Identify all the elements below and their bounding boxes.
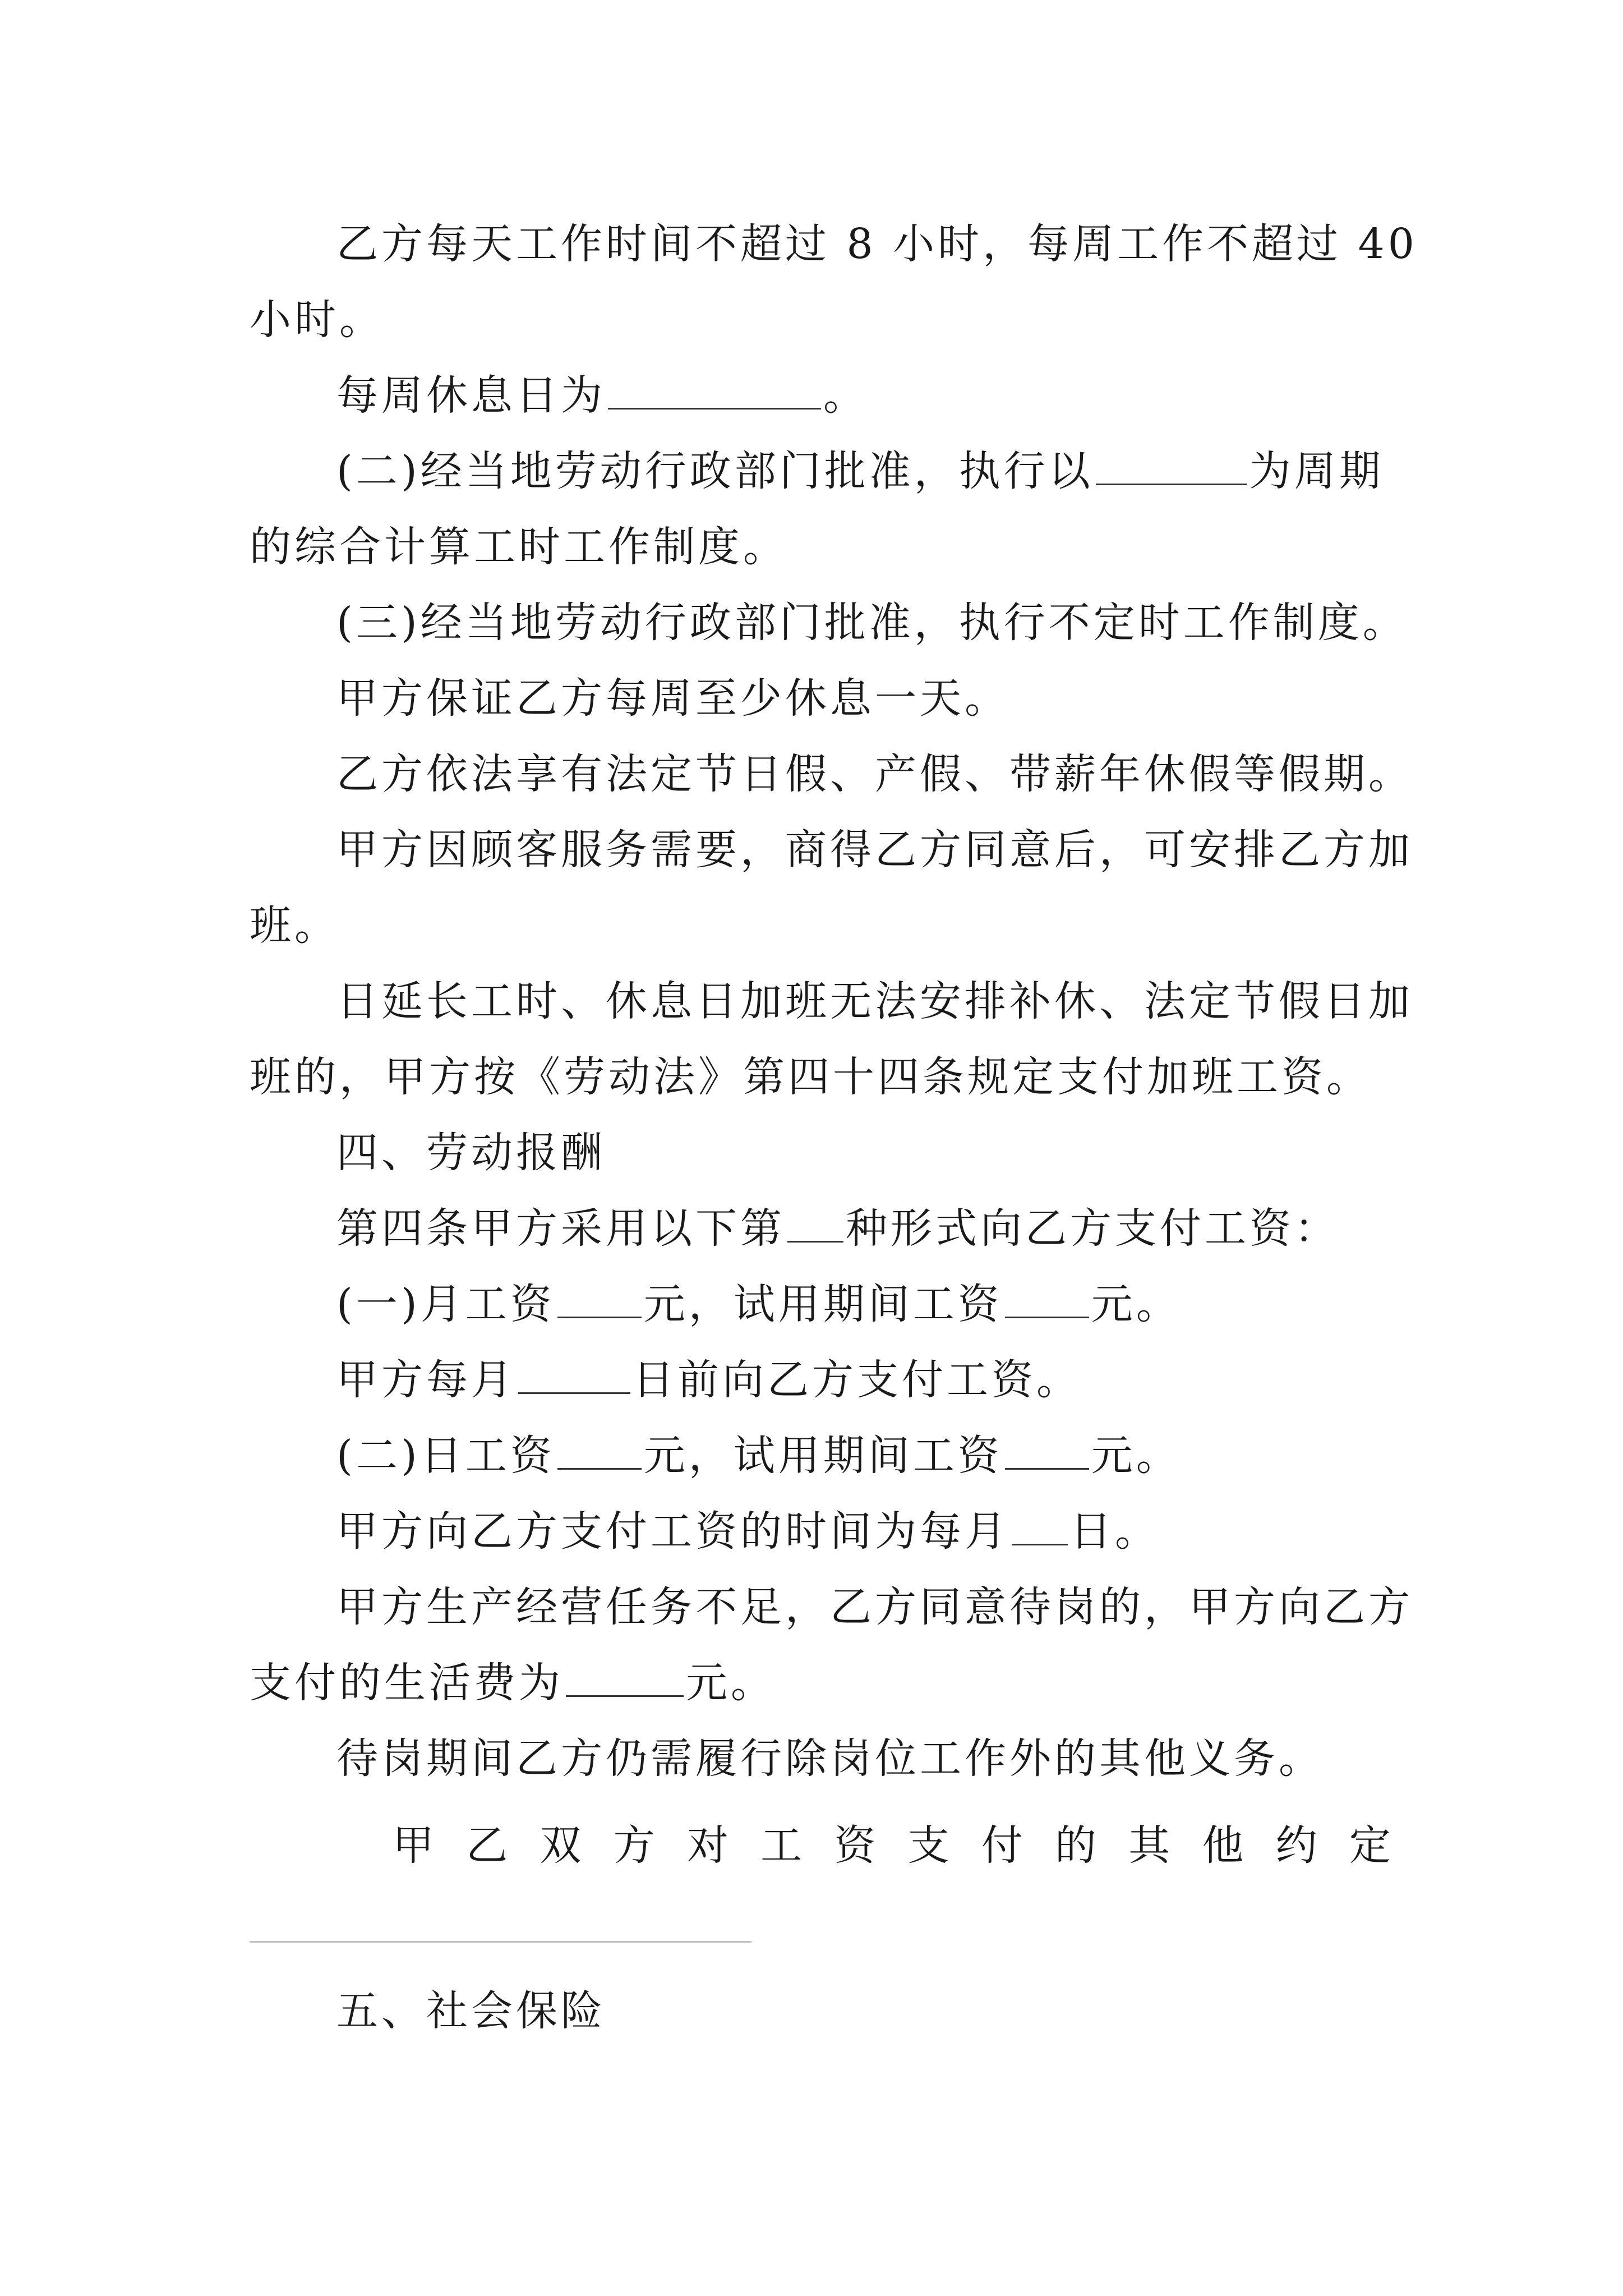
paragraph-line: 甲方向乙方支付工资的时间为每月 日。 bbox=[336, 1503, 1160, 1559]
fill-blank[interactable] bbox=[1012, 1503, 1068, 1545]
fill-blank[interactable] bbox=[608, 367, 821, 409]
divider-line bbox=[250, 1941, 751, 1943]
fill-blank[interactable] bbox=[557, 1428, 642, 1470]
paragraph-line: (三)经当地劳动行政部门批准，执行不定时工作制度。 bbox=[336, 599, 1408, 647]
paragraph-line: 每周休息日为 。 bbox=[336, 367, 868, 424]
fill-blank[interactable] bbox=[557, 1276, 642, 1318]
paragraph-line: 第四条甲方采用以下第 种形式向乙方支付工资： bbox=[336, 1200, 1339, 1257]
paragraph-line: 甲方生产经营任务不足，乙方同意待岗的，甲方向乙方 bbox=[336, 1583, 1413, 1631]
paragraph-line: 甲方因顾客服务需要，商得乙方同意后，可安排乙方加 bbox=[336, 826, 1413, 874]
fill-blank[interactable] bbox=[787, 1200, 843, 1243]
paragraph-line: 待岗期间乙方仍需履行除岗位工作外的其他义务。 bbox=[336, 1734, 1324, 1783]
fill-blank[interactable] bbox=[1005, 1428, 1089, 1470]
paragraph-line: 支付的生活费为 元。 bbox=[250, 1655, 776, 1711]
paragraph-line: 小时。 bbox=[250, 296, 384, 344]
fill-blank[interactable] bbox=[518, 1352, 630, 1394]
paragraph-line: 日延长工时、休息日加班无法安排补休、法定节假日加 bbox=[336, 977, 1413, 1025]
paragraph-line: 甲方每月 日前向乙方支付工资。 bbox=[336, 1352, 1081, 1408]
spread-paragraph-line: 甲 乙 双 方 对 工 资 支 付 的 其 他 约 定 bbox=[393, 1821, 1391, 1870]
paragraph-line: (二)日工资 元，试用期间工资 元。 bbox=[336, 1428, 1181, 1484]
paragraph-line: 班的，甲方按《劳动法》第四十四条规定支付加班工资。 bbox=[250, 1053, 1371, 1101]
paragraph-line: 的综合计算工时工作制度。 bbox=[250, 523, 788, 571]
paragraph-line: 乙方依法享有法定节日假、产假、带薪年休假等假期。 bbox=[336, 750, 1413, 798]
paragraph-line: 乙方每天工作时间不超过 8 小时，每周工作不超过 40 bbox=[336, 220, 1418, 268]
paragraph-line: 甲方保证乙方每周至少休息一天。 bbox=[336, 674, 1009, 723]
section-heading: 五、社会保险 bbox=[336, 1987, 606, 2035]
section-heading: 四、劳动报酬 bbox=[336, 1129, 606, 1177]
paragraph-line: (二)经当地劳动行政部门批准，执行以 为周期 bbox=[336, 443, 1384, 499]
fill-blank[interactable] bbox=[1005, 1276, 1089, 1318]
paragraph-line: 班。 bbox=[250, 901, 339, 950]
fill-blank[interactable] bbox=[566, 1655, 684, 1697]
fill-blank[interactable] bbox=[1096, 443, 1247, 485]
paragraph-line: (一)月工资 元，试用期间工资 元。 bbox=[336, 1276, 1181, 1332]
